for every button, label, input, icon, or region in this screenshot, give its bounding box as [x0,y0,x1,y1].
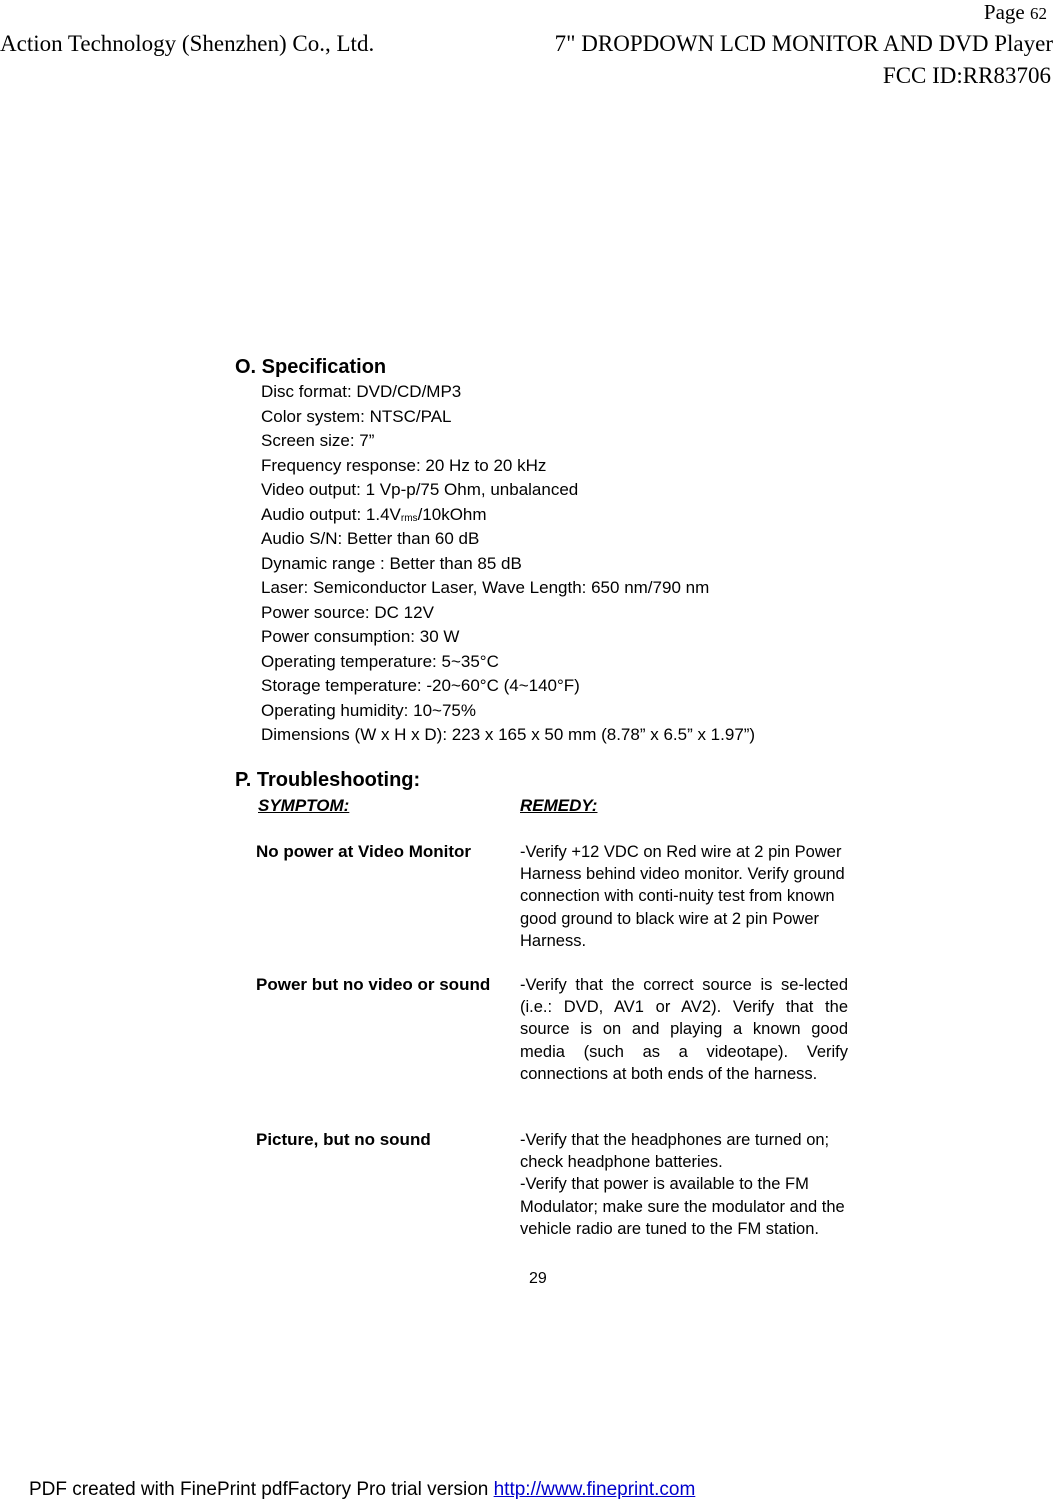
spec-audio-output-sub: rms [400,512,418,524]
symptom-text: No power at Video Monitor [256,842,472,861]
footer-link[interactable]: http://www.fineprint.com [493,1479,696,1500]
remedy-paragraph: -Verify that the headphones are turned on; check headphone batteries. [520,1131,830,1172]
spec-item: Power consumption: 30 W [261,627,460,646]
spec-item: Dynamic range : Better than 85 dB [261,553,522,573]
pdf-footer [29,1478,695,1502]
remedy-text [520,841,848,952]
page-label: Page [983,0,1025,24]
remedy-paragraph: -Verify that power is available to the FM Modulator; make sure the modulator and the vehicle radio are tuned to the FM station. [520,1175,845,1238]
page-number-label [984,0,1047,26]
remedy-paragraph: -Verify +12 VDC on Red wire at 2 pin Power Harness behind video monitor. Verify ground connection with conti-nuity test from known good ground to black wire at 2 pin Power Harness. [520,843,845,950]
spec-item: Frequency response: 20 Hz to 20 kHz [261,455,547,475]
specification-list [261,380,755,748]
symptom-header: SYMPTOM: [258,796,350,815]
remedy-header: REMEDY: [520,796,598,815]
spec-item: Operating humidity: 10~75% [261,700,476,720]
spec-audio-output-text: Audio output: 1.4V [261,504,401,524]
spec-item: Power source: DC 12V [261,602,434,622]
spec-item-audio-output [261,503,755,528]
spec-item: Audio S/N: Better than 60 dB [261,529,480,548]
document-page-number: 29 [529,1270,547,1287]
spec-item: Storage temperature: -20~60°C (4~140°F) [261,676,580,695]
specification-title: O. Specification [235,356,387,378]
symptom-text: Power but no video or sound [256,975,491,994]
spec-item: Dimensions (W x H x D): 223 x 165 x 50 mm (8.78” x 6.5” x 1.97”) [261,725,756,744]
remedy-text [520,1129,848,1240]
spec-item: Color system: NTSC/PAL [261,406,452,426]
company-name: Action Technology (Shenzhen) Co., Ltd. [0,31,375,56]
symptom-text: Picture, but no sound [256,1130,431,1149]
spec-item: Screen size: 7” [261,431,375,450]
spec-item: Disc format: DVD/CD/MP3 [261,382,462,401]
product-title: 7" DROPDOWN LCD MONITOR AND DVD Player [554,31,1053,56]
fcc-id: FCC ID:RR83706 [882,63,1051,88]
spec-item: Video output: 1 Vp-p/75 Ohm, unbalanced [261,480,579,499]
spec-item: Laser: Semiconductor Laser, Wave Length: 650 nm/790 nm [261,578,710,597]
remedy-text [520,974,848,1085]
spec-audio-output-tail: /10kOhm [417,504,487,524]
spec-item: Operating temperature: 5~35°C [261,651,499,671]
footer-text: PDF created with FinePrint pdfFactory Pro trial version [29,1479,494,1500]
troubleshooting-title: P. Troubleshooting: [235,769,421,791]
page-number: 62 [1030,4,1047,23]
remedy-paragraph: -Verify that the correct source is se-lected (i.e.: DVD, AV1 or AV2). Verify that the source is on and playing a known good media (such as a videotape). Verify connections at both ends of the harness. [520,976,848,1083]
